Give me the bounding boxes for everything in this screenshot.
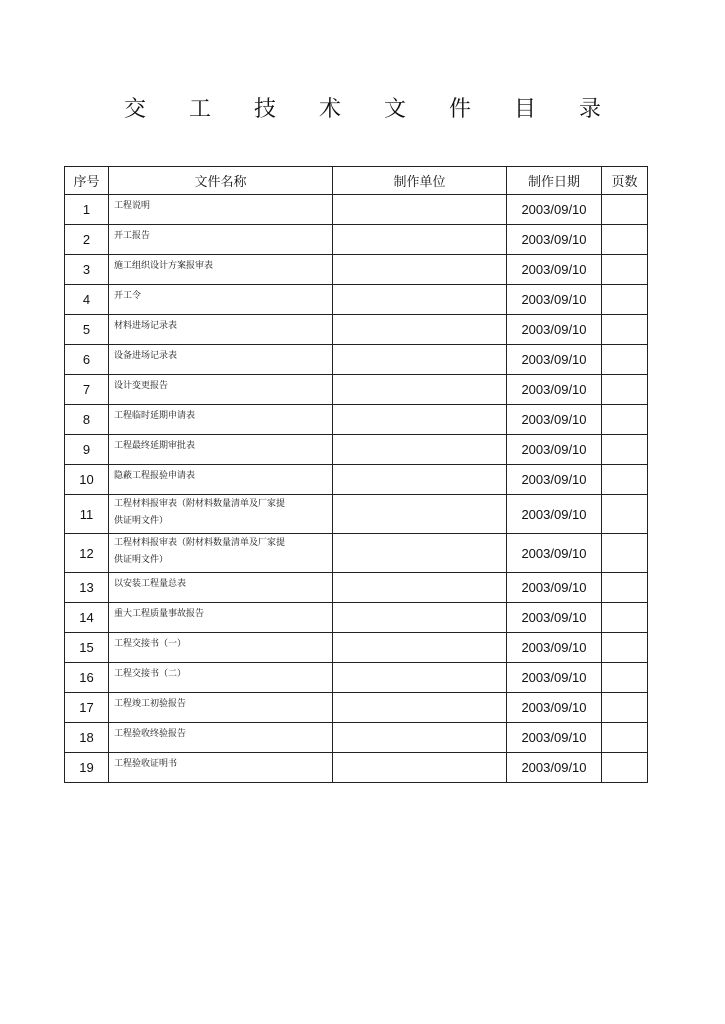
production-date: 2003/09/10 bbox=[507, 195, 602, 225]
production-date: 2003/09/10 bbox=[507, 495, 602, 534]
production-date: 2003/09/10 bbox=[507, 255, 602, 285]
page-count bbox=[602, 495, 648, 534]
page-count bbox=[602, 435, 648, 465]
table-row bbox=[65, 255, 648, 285]
row-number: 10 bbox=[65, 465, 109, 495]
row-number: 13 bbox=[65, 573, 109, 603]
row-number: 12 bbox=[65, 534, 109, 573]
producing-unit bbox=[333, 633, 507, 663]
document-name: 设计变更报告 bbox=[109, 375, 333, 405]
row-number: 17 bbox=[65, 693, 109, 723]
header-no: 序号 bbox=[65, 167, 109, 195]
page-count bbox=[602, 345, 648, 375]
row-number: 3 bbox=[65, 255, 109, 285]
row-number: 7 bbox=[65, 375, 109, 405]
production-date: 2003/09/10 bbox=[507, 723, 602, 753]
row-number: 9 bbox=[65, 435, 109, 465]
row-number: 18 bbox=[65, 723, 109, 753]
page-count bbox=[602, 255, 648, 285]
production-date: 2003/09/10 bbox=[507, 345, 602, 375]
page-count bbox=[602, 753, 648, 783]
document-name: 工程交接书（二） bbox=[109, 663, 333, 693]
production-date: 2003/09/10 bbox=[507, 633, 602, 663]
production-date: 2003/09/10 bbox=[507, 285, 602, 315]
producing-unit bbox=[333, 195, 507, 225]
document-name: 工程说明 bbox=[109, 195, 333, 225]
production-date: 2003/09/10 bbox=[507, 693, 602, 723]
production-date: 2003/09/10 bbox=[507, 405, 602, 435]
page-count bbox=[602, 405, 648, 435]
document-name: 设备进场记录表 bbox=[109, 345, 333, 375]
producing-unit bbox=[333, 375, 507, 405]
page-count bbox=[602, 693, 648, 723]
document-name: 工程验收证明书 bbox=[109, 753, 333, 783]
page-count bbox=[602, 573, 648, 603]
production-date: 2003/09/10 bbox=[507, 465, 602, 495]
page-count bbox=[602, 663, 648, 693]
document-name: 工程竣工初验报告 bbox=[109, 693, 333, 723]
row-number: 8 bbox=[65, 405, 109, 435]
producing-unit bbox=[333, 495, 507, 534]
document-name: 工程临时延期申请表 bbox=[109, 405, 333, 435]
table-row bbox=[65, 345, 648, 375]
producing-unit bbox=[333, 315, 507, 345]
header-pages: 页数 bbox=[602, 167, 648, 195]
production-date: 2003/09/10 bbox=[507, 534, 602, 573]
producing-unit bbox=[333, 663, 507, 693]
page-count bbox=[602, 195, 648, 225]
row-number: 2 bbox=[65, 225, 109, 255]
page-count bbox=[602, 723, 648, 753]
table-row bbox=[65, 195, 648, 225]
producing-unit bbox=[333, 693, 507, 723]
production-date: 2003/09/10 bbox=[507, 375, 602, 405]
producing-unit bbox=[333, 534, 507, 573]
table-row bbox=[65, 435, 648, 465]
row-number: 19 bbox=[65, 753, 109, 783]
row-number: 6 bbox=[65, 345, 109, 375]
producing-unit bbox=[333, 723, 507, 753]
document-name: 工程最终延期审批表 bbox=[109, 435, 333, 465]
page-count bbox=[602, 315, 648, 345]
row-number: 4 bbox=[65, 285, 109, 315]
header-date: 制作日期 bbox=[507, 167, 602, 195]
row-number: 1 bbox=[65, 195, 109, 225]
document-name: 工程材料报审表（附材料数量清单及厂家提 供证明文件） bbox=[109, 534, 333, 573]
producing-unit bbox=[333, 753, 507, 783]
table-row bbox=[65, 405, 648, 435]
producing-unit bbox=[333, 255, 507, 285]
table-row bbox=[65, 375, 648, 405]
table-row bbox=[65, 534, 648, 573]
producing-unit bbox=[333, 603, 507, 633]
production-date: 2003/09/10 bbox=[507, 225, 602, 255]
page-count bbox=[602, 465, 648, 495]
producing-unit bbox=[333, 465, 507, 495]
page-count bbox=[602, 534, 648, 573]
document-name: 开工令 bbox=[109, 285, 333, 315]
producing-unit bbox=[333, 405, 507, 435]
document-name: 开工报告 bbox=[109, 225, 333, 255]
production-date: 2003/09/10 bbox=[507, 603, 602, 633]
table-row bbox=[65, 285, 648, 315]
row-number: 14 bbox=[65, 603, 109, 633]
producing-unit bbox=[333, 435, 507, 465]
document-name: 工程交接书（一） bbox=[109, 633, 333, 663]
table-row bbox=[65, 573, 648, 603]
header-name: 文件名称 bbox=[109, 167, 333, 195]
production-date: 2003/09/10 bbox=[507, 315, 602, 345]
table-row bbox=[65, 225, 648, 255]
header-unit: 制作单位 bbox=[333, 167, 507, 195]
table-row bbox=[65, 693, 648, 723]
producing-unit bbox=[333, 573, 507, 603]
producing-unit bbox=[333, 225, 507, 255]
table-row bbox=[65, 495, 648, 534]
table-row bbox=[65, 663, 648, 693]
document-name: 工程材料报审表（附材料数量清单及厂家提 供证明文件） bbox=[109, 495, 333, 534]
document-index-table bbox=[64, 166, 648, 783]
document-name: 隐蔽工程报验申请表 bbox=[109, 465, 333, 495]
page-title: 交 工 技 术 文 件 目 录 bbox=[124, 97, 619, 122]
producing-unit bbox=[333, 285, 507, 315]
producing-unit bbox=[333, 345, 507, 375]
document-name: 以安装工程量总表 bbox=[109, 573, 333, 603]
document-name: 材料进场记录表 bbox=[109, 315, 333, 345]
production-date: 2003/09/10 bbox=[507, 435, 602, 465]
production-date: 2003/09/10 bbox=[507, 753, 602, 783]
table-row bbox=[65, 723, 648, 753]
page-count bbox=[602, 375, 648, 405]
production-date: 2003/09/10 bbox=[507, 573, 602, 603]
document-name: 工程验收终验报告 bbox=[109, 723, 333, 753]
row-number: 11 bbox=[65, 495, 109, 534]
table-row bbox=[65, 465, 648, 495]
table-row bbox=[65, 633, 648, 663]
table-body bbox=[65, 195, 648, 783]
page-count bbox=[602, 225, 648, 255]
document-name: 施工组织设计方案报审表 bbox=[109, 255, 333, 285]
table-header-row bbox=[65, 167, 648, 195]
row-number: 16 bbox=[65, 663, 109, 693]
page-count bbox=[602, 285, 648, 315]
table-row bbox=[65, 315, 648, 345]
table-row bbox=[65, 753, 648, 783]
document-name: 重大工程质量事故报告 bbox=[109, 603, 333, 633]
table-row bbox=[65, 603, 648, 633]
page-count bbox=[602, 603, 648, 633]
row-number: 15 bbox=[65, 633, 109, 663]
production-date: 2003/09/10 bbox=[507, 663, 602, 693]
row-number: 5 bbox=[65, 315, 109, 345]
page-count bbox=[602, 633, 648, 663]
